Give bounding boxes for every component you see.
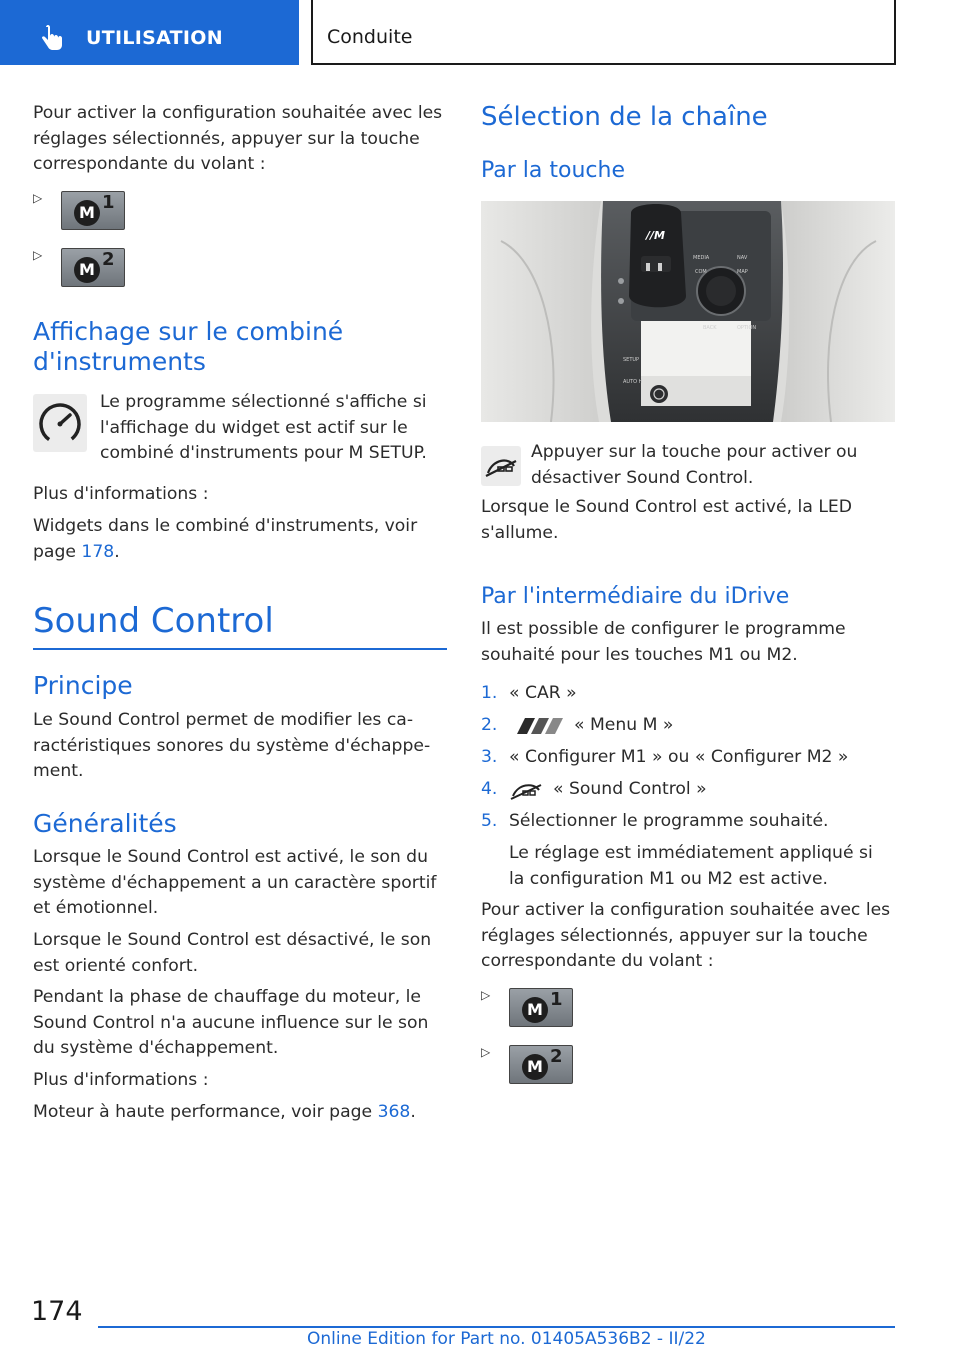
more-info-label: Plus d'informations :	[33, 484, 209, 504]
photo-label: BACK	[703, 325, 717, 331]
m-menu-stripes-icon	[509, 716, 565, 736]
photo-label: COM	[695, 269, 707, 275]
text-line: s'allume.	[481, 522, 559, 543]
generalites-paragraph-3	[33, 985, 428, 1062]
photo-label: MEDIA	[693, 255, 710, 261]
svg-text://M: //M	[646, 229, 665, 242]
text-line: Pendant la phase de chauffage du moteur, le	[33, 987, 421, 1007]
step-text: « Sound Control »	[553, 779, 707, 799]
text-line: Sound Control n'a aucune influence sur le son	[33, 1012, 429, 1033]
photo-label: OPTION	[737, 325, 757, 331]
m-number: 2	[102, 249, 115, 270]
page-link-368[interactable]: 368	[377, 1102, 411, 1122]
text-line: souhaité pour les touches M1 ou M2.	[481, 644, 798, 665]
text-span: .	[410, 1102, 416, 1122]
step-number: 3.	[481, 747, 498, 767]
text-line: Le réglage est immédiatement appliqué si	[509, 843, 873, 863]
title-divider	[33, 648, 447, 650]
text-line: ment.	[33, 761, 84, 782]
display-heading	[33, 317, 343, 377]
text-span: .	[114, 541, 120, 562]
text-line: ractéristiques sonores du système d'échappe-	[33, 735, 431, 756]
text-line: Lorsque le Sound Control est activé, la LED	[481, 497, 852, 517]
bullet-marker: ▷	[481, 988, 491, 1002]
text-line: combiné d'instruments pour M SETUP.	[100, 443, 427, 464]
m-letter: M	[74, 257, 100, 283]
page-link-178[interactable]: 178	[81, 541, 115, 562]
principe-paragraph	[33, 708, 430, 785]
hand-pointer-icon	[36, 24, 66, 54]
text-line: et émotionnel.	[33, 898, 159, 919]
selection-heading: Sélection de la chaîne	[481, 102, 768, 132]
m-letter: M	[522, 997, 548, 1023]
m2-button-icon	[509, 1045, 573, 1084]
m-number: 1	[550, 989, 563, 1010]
display-text	[100, 390, 427, 467]
m-number: 2	[550, 1046, 563, 1067]
touche-text	[531, 440, 857, 491]
chapter-header	[311, 0, 896, 65]
m1-button-icon	[509, 988, 573, 1027]
sound-control-icon	[509, 777, 545, 803]
text-line: Widgets dans le combiné d'instruments, voir	[33, 516, 418, 536]
text-line: réglages sélectionnés, appuyer sur la touche	[33, 128, 420, 149]
led-paragraph	[481, 495, 852, 546]
bullet-marker: ▷	[33, 248, 43, 262]
generalites-heading: Généralités	[33, 809, 177, 838]
text-line: du système d'échappement.	[33, 1038, 279, 1059]
m2-button-icon	[61, 248, 125, 287]
edition-footer: Online Edition for Part no. 01405A536B2 - II/22	[307, 1329, 706, 1349]
text-line: réglages sélectionnés, appuyer sur la touche	[481, 925, 868, 946]
page-number: 174	[31, 1296, 83, 1327]
gauge-icon	[33, 394, 87, 452]
text-line: est orienté confort.	[33, 955, 199, 976]
chapter-title: Conduite	[327, 26, 413, 48]
m-letter: M	[522, 1054, 548, 1080]
generalites-paragraph-2	[33, 928, 431, 979]
par-touche-heading: Par la touche	[481, 158, 625, 183]
text-line: l'affichage du widget est actif sur le	[100, 417, 408, 438]
m1-button-icon	[61, 191, 125, 230]
step-number: 2.	[481, 715, 498, 735]
bullet-marker: ▷	[33, 191, 43, 205]
sound-control-icon	[481, 446, 521, 486]
heading-line: Affichage sur le combiné	[33, 317, 344, 346]
text-span: Moteur à haute performance, voir page	[33, 1102, 378, 1122]
step-5-subtext	[509, 841, 873, 892]
generalites-paragraph-1	[33, 845, 436, 922]
text-line: désactiver Sound Control.	[531, 467, 754, 488]
photo-label: SETUP	[623, 357, 640, 363]
sound-control-title: Sound Control	[33, 601, 274, 641]
footer-divider	[98, 1326, 895, 1328]
text-line: système d'échappement a un caractère sportif	[33, 872, 437, 893]
text-line: Lorsque le Sound Control est activé, le son du	[33, 847, 428, 867]
text-line: Appuyer sur la touche pour activer ou	[531, 442, 858, 462]
outro-paragraph	[481, 898, 890, 975]
text-line: correspondante du volant :	[33, 154, 266, 175]
text-line: Pour activer la configuration souhaitée avec les	[481, 900, 891, 920]
photo-label: AUTO H	[623, 379, 643, 385]
photo-label: NAV	[737, 255, 748, 261]
text-line: Pour activer la configuration souhaitée avec les	[33, 103, 443, 123]
more-info-label-2: Plus d'informations :	[33, 1070, 209, 1090]
text-line: Lorsque le Sound Control est désactivé, le son	[33, 930, 432, 950]
text-span: page	[33, 541, 82, 562]
principe-heading: Principe	[33, 671, 133, 700]
text-line: correspondante du volant :	[481, 951, 714, 972]
step-number: 4.	[481, 779, 498, 799]
widgets-reference	[33, 514, 417, 565]
section-tab[interactable]	[0, 0, 299, 65]
bullet-marker: ▷	[481, 1045, 491, 1059]
step-number: 5.	[481, 811, 498, 831]
moteur-reference	[33, 1100, 416, 1126]
text-line: Il est possible de configurer le programme	[481, 619, 846, 639]
idrive-paragraph	[481, 617, 846, 668]
m-number: 1	[102, 192, 115, 213]
heading-line: d'instruments	[33, 347, 206, 376]
text-line	[33, 540, 417, 566]
step-text: « Configurer M1 » ou « Configurer M2 »	[509, 747, 849, 767]
step-text: « Menu M »	[574, 715, 674, 735]
step-text: Sélectionner le programme souhaité.	[509, 811, 829, 831]
text-line: la configuration M1 ou M2 est active.	[509, 868, 829, 889]
m-letter: M	[74, 200, 100, 226]
section-tab-label: UTILISATION	[86, 27, 223, 49]
photo-label: MAP	[737, 269, 748, 275]
intro-paragraph	[33, 101, 442, 178]
step-number: 1.	[481, 683, 498, 703]
idrive-heading: Par l'intermédiaire du iDrive	[481, 584, 790, 609]
center-console-photo	[481, 201, 895, 422]
text-line: Le programme sélectionné s'affiche si	[100, 392, 427, 412]
step-text: « CAR »	[509, 683, 577, 703]
text-line: Le Sound Control permet de modifier les ca-	[33, 710, 414, 730]
